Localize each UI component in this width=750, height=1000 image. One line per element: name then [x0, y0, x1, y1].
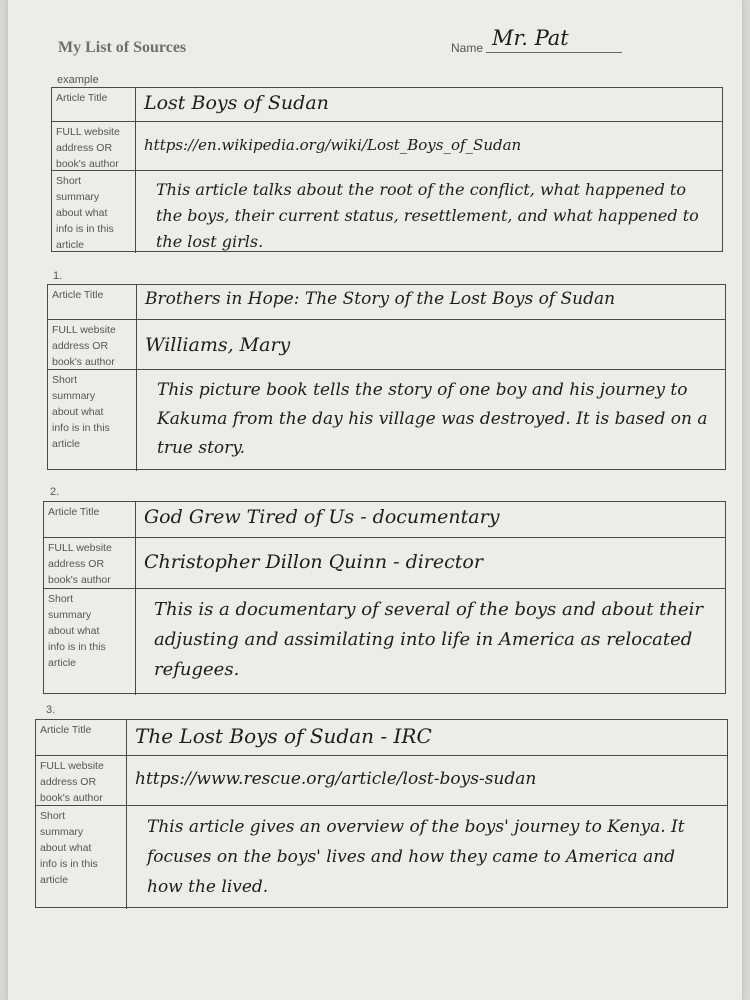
address-row	[48, 320, 725, 370]
summary-value: This article talks about the root of the conflict, what happened to the boys, their current status, resettlement, and what happened to the lost girls.	[156, 180, 699, 251]
entry-label-3: 3.	[46, 704, 56, 716]
article-title-value: Lost Boys of Sudan	[144, 92, 329, 114]
summary-value: This article gives an overview of the boys' journey to Kenya. It focuses on the boys' lives and how they came to America and how the lived.	[147, 817, 685, 897]
summary-label: Short summary about what info is in this article	[44, 589, 136, 695]
name-label: Name	[451, 41, 484, 55]
summary-label: Short summary about what info is in this article	[52, 171, 136, 253]
entry-label-2: 2.	[50, 486, 60, 498]
article-title-value: Brothers in Hope: The Story of the Lost Boys of Sudan	[145, 289, 616, 309]
source-table-1	[47, 284, 726, 470]
address-label: FULL website address OR book's author	[44, 538, 136, 588]
address-value: https://en.wikipedia.org/wiki/Lost_Boys_of_Sudan	[144, 136, 522, 154]
summary-row	[52, 171, 722, 253]
address-label: FULL website address OR book's author	[36, 756, 127, 805]
summary-label: Short summary about what info is in this article	[48, 370, 137, 471]
address-value: https://www.rescue.org/article/lost-boys-sudan	[135, 769, 537, 789]
address-row	[44, 538, 725, 589]
name-value: Mr. Pat	[492, 26, 569, 50]
article-title-label: Article Title	[44, 502, 136, 537]
summary-label: Short summary about what info is in this article	[36, 806, 127, 909]
summary-value: This is a documentary of several of the boys and about their adjusting and assimilating into life in America as relocated refugees.	[154, 599, 703, 680]
name-line	[486, 52, 622, 53]
page-title: My List of Sources	[58, 39, 187, 56]
address-row	[52, 122, 722, 171]
address-value: Christopher Dillon Quinn - director	[144, 551, 483, 573]
address-label: FULL website address OR book's author	[48, 320, 137, 369]
entry-label-1: 1.	[53, 270, 63, 282]
address-value: Williams, Mary	[145, 334, 291, 356]
article-title-row	[36, 720, 727, 756]
address-row	[36, 756, 727, 806]
summary-value: This picture book tells the story of one boy and his journey to Kakuma from the day his village was destroyed. It is based on a true story.	[157, 380, 708, 458]
summary-row	[44, 589, 725, 695]
article-title-row	[44, 502, 725, 538]
address-label: FULL website address OR book's author	[52, 122, 136, 170]
article-title-row	[48, 285, 725, 320]
summary-row	[48, 370, 725, 471]
entry-label-example: example	[57, 74, 99, 86]
article-title-value: The Lost Boys of Sudan - IRC	[135, 724, 432, 748]
article-title-value: God Grew Tired of Us - documentary	[144, 506, 500, 528]
source-table-example	[51, 87, 723, 252]
article-title-label: Article Title	[36, 720, 127, 755]
article-title-label: Article Title	[52, 88, 136, 121]
summary-row	[36, 806, 727, 909]
source-table-3	[35, 719, 728, 908]
source-table-2	[43, 501, 726, 694]
article-title-row	[52, 88, 722, 122]
article-title-label: Article Title	[48, 285, 137, 319]
